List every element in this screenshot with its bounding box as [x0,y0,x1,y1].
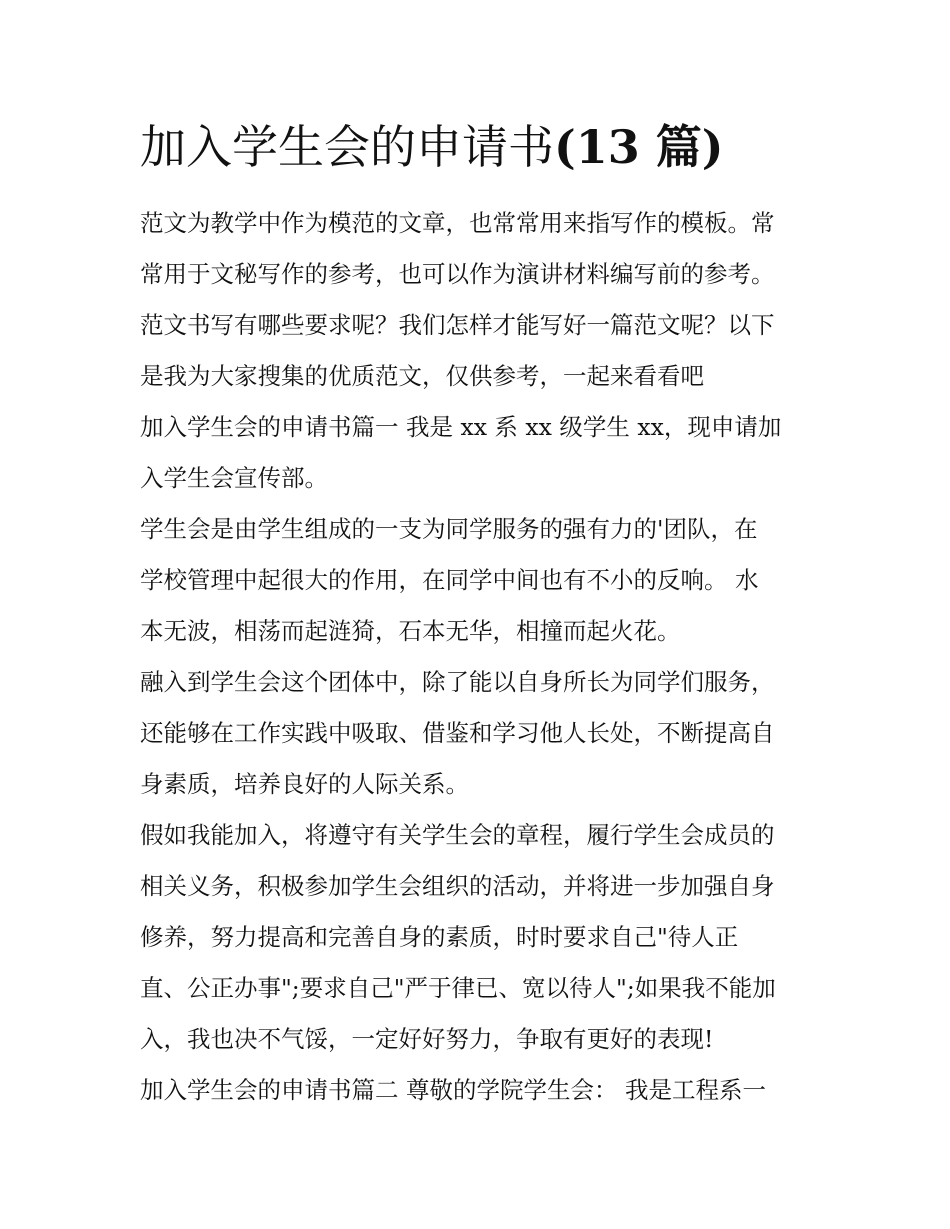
body-line: 修养，努力提高和完善自身的素质，时时要求自己"待人正 [140,923,739,951]
document-body [140,198,820,1116]
body-line: 融入到学生会这个团体中，除了能以自身所长为同学们服务， [140,668,775,696]
body-line: 入学生会宣传部。 [140,464,328,492]
body-line: 入，我也决不气馁，一定好好努力，争取有更好的表现! [140,1025,714,1053]
body-line: 学生会是由学生组成的一支为同学服务的强有力的'团队，在 [140,515,758,543]
body-line: 相关义务，积极参加学生会组织的活动，并将进一步加强自身 [140,872,775,900]
body-line: 直、公正办事";要求自己"严于律已、宽以待人";如果我不能加 [140,974,776,1002]
title-text: 加入学生会的申请书 [140,120,554,174]
body-line: 加入学生会的申请书篇二 尊敬的学院学生会： 我是工程系一 [140,1076,766,1104]
title-count: (13 篇) [554,120,724,174]
body-line: 加入学生会的申请书篇一 我是 xx 系 xx 级学生 xx，现申请加 [140,413,782,441]
document-title [140,118,820,176]
body-line: 范文书写有哪些要求呢？我们怎样才能写好一篇范文呢？以下 [140,311,775,339]
body-line: 本无波，相荡而起涟猗，石本无华，相撞而起火花。 [140,617,681,645]
body-line: 是我为大家搜集的优质范文，仅供参考，一起来看看吧 [140,362,704,390]
body-line: 身素质，培养良好的人际关系。 [140,770,469,798]
body-line: 假如我能加入，将遵守有关学生会的章程，履行学生会成员的 [140,821,775,849]
body-line: 学校管理中起很大的作用，在同学中间也有不小的反响。 水 [140,566,759,594]
body-line: 常用于文秘写作的参考，也可以作为演讲材料编写前的参考。 [140,260,775,288]
body-line: 还能够在工作实践中吸取、借鉴和学习他人长处，不断提高自 [140,719,775,747]
body-line: 范文为教学中作为模范的文章，也常常用来指写作的模板。常 [140,209,775,237]
